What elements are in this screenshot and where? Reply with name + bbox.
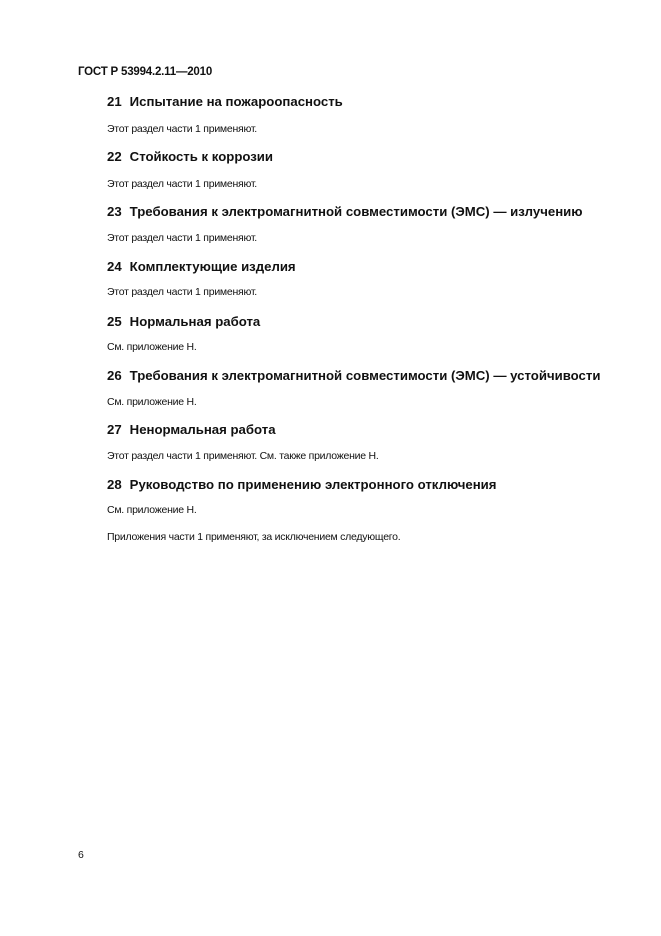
section-number: 21 <box>107 94 122 109</box>
section-title: Нормальная работа <box>129 314 261 329</box>
section-text-23: Этот раздел части 1 применяют. <box>107 232 257 244</box>
section-number: 22 <box>107 149 122 164</box>
section-title: Требования к электромагнитной совместимости (ЭМС) — излучению <box>129 204 583 219</box>
section-number: 26 <box>107 368 122 383</box>
section-text-27: Этот раздел части 1 применяют. См. также приложение Н. <box>107 450 379 462</box>
section-number: 25 <box>107 314 122 329</box>
section-title: Испытание на пожароопасность <box>129 94 343 109</box>
section-number: 23 <box>107 204 122 219</box>
section-text-24: Этот раздел части 1 применяют. <box>107 286 257 298</box>
section-number: 28 <box>107 477 122 492</box>
closing-paragraph: Приложения части 1 применяют, за исключением следующего. <box>107 531 401 543</box>
section-title: Требования к электромагнитной совместимости (ЭМС) — устойчивости <box>129 368 601 383</box>
document-code-header: ГОСТ Р 53994.2.11—2010 <box>78 66 213 78</box>
section-number: 24 <box>107 259 122 274</box>
section-heading-24 <box>107 259 296 274</box>
section-text-28: См. приложение Н. <box>107 504 197 516</box>
section-heading-22 <box>107 149 273 164</box>
section-heading-26 <box>107 368 600 383</box>
section-number: 27 <box>107 422 122 437</box>
page-number: 6 <box>78 849 84 861</box>
section-text-25: См. приложение Н. <box>107 341 197 353</box>
section-heading-28 <box>107 477 496 492</box>
section-heading-23 <box>107 204 583 219</box>
section-text-22: Этот раздел части 1 применяют. <box>107 178 257 190</box>
section-heading-25 <box>107 314 260 329</box>
section-title: Стойкость к коррозии <box>129 149 274 164</box>
section-text-21: Этот раздел части 1 применяют. <box>107 123 257 135</box>
section-title: Ненормальная работа <box>129 422 276 437</box>
section-heading-21 <box>107 94 343 109</box>
section-title: Руководство по применению электронного отключения <box>129 477 497 492</box>
section-heading-27 <box>107 422 276 437</box>
section-text-26: См. приложение Н. <box>107 396 197 408</box>
section-title: Комплектующие изделия <box>129 259 296 274</box>
